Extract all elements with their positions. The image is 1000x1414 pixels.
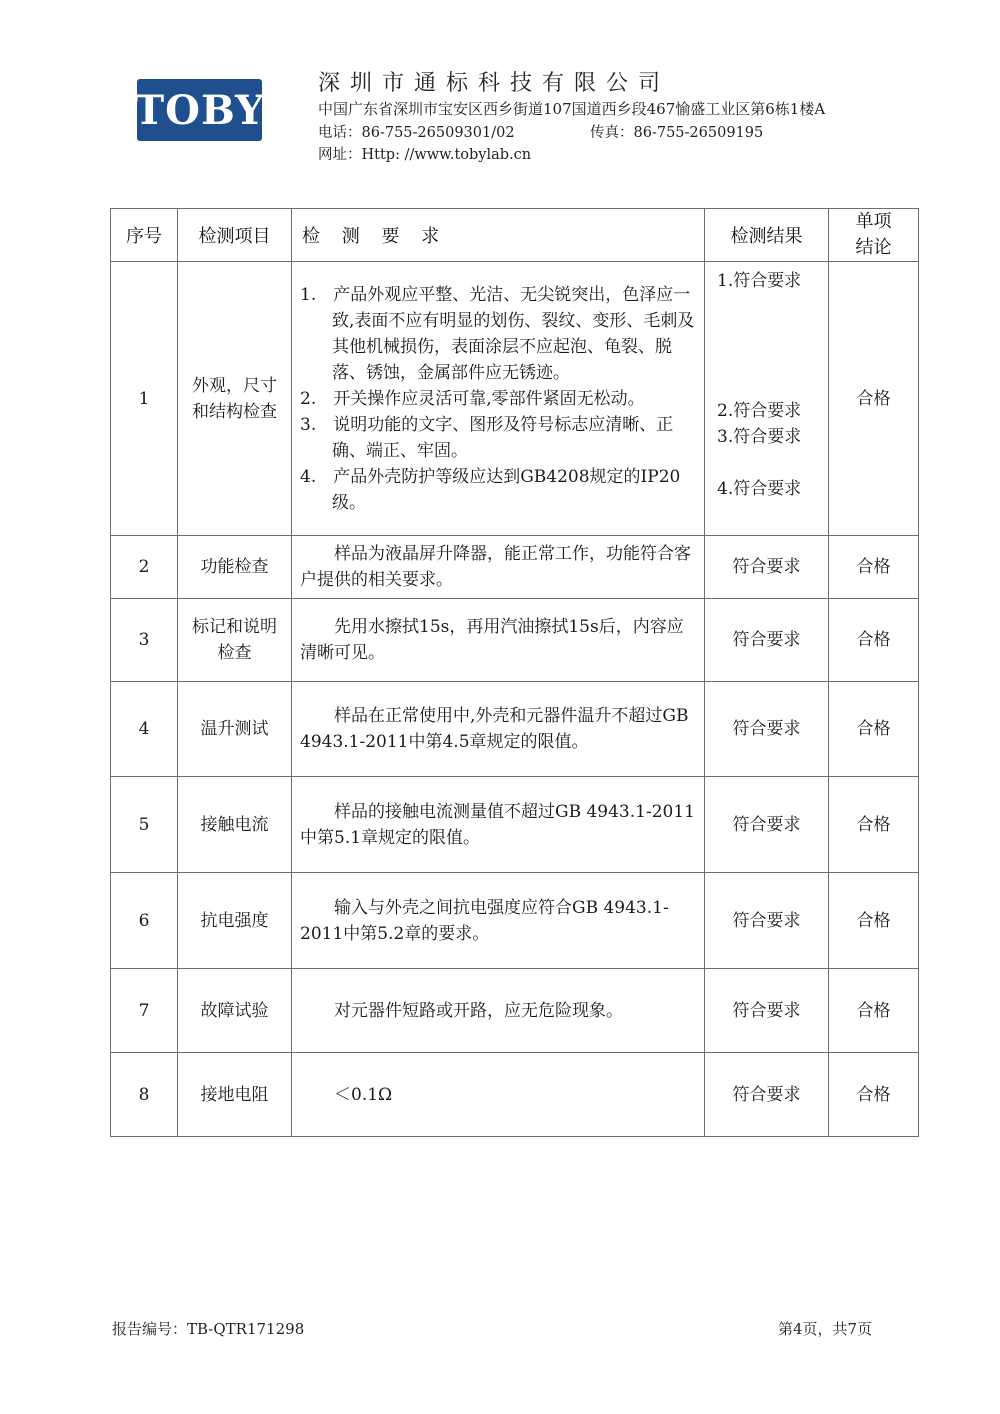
table-row [111,682,919,777]
document-header [0,0,1000,200]
row-no: 7 [111,969,178,1053]
header-requirement: 检 测 要 求 [292,209,705,262]
row-conclusion: 合格 [829,873,919,969]
table-row [111,1053,919,1137]
company-name: 深圳市通标科技有限公司 [318,71,671,96]
row-conclusion: 合格 [829,969,919,1053]
row-result [705,262,829,536]
row-item: 功能检查 [178,536,292,599]
page-number: 第4页，共7页 [778,1320,873,1338]
row-conclusion: 合格 [829,262,919,536]
row-conclusion: 合格 [829,777,919,873]
row-result: 符合要求 [705,777,829,873]
requirement-line: 1. 产品外观应平整、光洁、无尖锐突出，色泽应一致,表面不应有明显的划伤、裂纹、变形、毛刺及其他机械损伤，表面涂层不应起泡、龟裂、脱落、锈蚀，金属部件应无锈迹。 [300,284,695,383]
contact-line [318,121,918,142]
requirement-line: 4. 产品外壳防护等级应达到GB4208规定的IP20级。 [300,466,681,513]
toby-logo [134,79,265,141]
row-result: 符合要求 [705,1053,829,1137]
row-requirement [292,262,705,536]
company-address: 中国广东省深圳市宝安区西乡街道107国道西乡段467愉盛工业区第6栋1楼A [318,100,826,118]
row-item: 抗电强度 [178,873,292,969]
table-header-row [111,209,919,262]
report-number: 报告编号：TB-QTR171298 [112,1320,305,1338]
header-no: 序号 [111,209,178,262]
table-row [111,777,919,873]
row-requirement [292,969,705,1053]
website: 网址：Http: //www.tobylab.cn [318,147,532,163]
result-spacer [717,450,828,476]
table-row [111,969,919,1053]
row-result: 符合要求 [705,969,829,1053]
row-no: 1 [111,262,178,536]
requirement-text: 样品在正常使用中,外壳和元器件温升不超过GB 4943.1-2011中第4.5章规定的限值。 [300,706,689,752]
row-conclusion: 合格 [829,1053,919,1137]
result-line: 1.符合要求 [717,271,802,291]
row-result: 符合要求 [705,873,829,969]
row-item: 接触电流 [178,777,292,873]
requirement-line: 2. 开关操作应灵活可靠,零部件紧固无松动。 [300,388,645,409]
row-requirement [292,536,705,599]
header-item: 检测项目 [178,209,292,262]
row-item: 故障试验 [178,969,292,1053]
result-line: 2.符合要求 [717,401,802,421]
row-no: 6 [111,873,178,969]
requirement-text: 先用水擦拭15s，再用汽油擦拭15s后，内容应清晰可见。 [300,617,684,663]
row-item: 温升测试 [178,682,292,777]
row-result: 符合要求 [705,536,829,599]
row-no: 5 [111,777,178,873]
row-no: 8 [111,1053,178,1137]
row-item: 标记和说明检查 [178,599,292,682]
table-row [111,873,919,969]
row-no: 3 [111,599,178,682]
requirement-text: ＜0.1Ω [334,1084,393,1105]
row-conclusion: 合格 [829,682,919,777]
header-conclusion: 单项结论 [829,209,919,262]
row-requirement [292,682,705,777]
row-no: 4 [111,682,178,777]
requirement-text: 输入与外壳之间抗电强度应符合GB 4943.1-2011中第5.2章的要求。 [300,897,669,944]
table-row [111,262,919,536]
table-row [111,599,919,682]
row-requirement [292,873,705,969]
row-item: 接地电阻 [178,1053,292,1137]
row-requirement [292,599,705,682]
test-results-table [110,208,919,1137]
row-requirement [292,1053,705,1137]
row-conclusion: 合格 [829,536,919,599]
result-spacer [717,294,828,398]
header-result: 检测结果 [705,209,829,262]
phone-number: 电话：86-755-26509301/02 [318,125,515,141]
requirement-text: 样品的接触电流测量值不超过GB 4943.1-2011中第5.1章规定的限值。 [300,801,695,848]
requirement-text: 对元器件短路或开路，应无危险现象。 [334,1000,623,1021]
requirement-line: 3. 说明功能的文字、图形及符号标志应清晰、正确、端正、牢固。 [300,414,674,461]
fax-number: 传真：86-755-26509195 [590,125,764,141]
row-result: 符合要求 [705,599,829,682]
row-requirement [292,777,705,873]
table-row [111,536,919,599]
row-item: 外观，尺寸和结构检查 [178,262,292,536]
result-line: 3.符合要求 [717,427,802,447]
row-conclusion: 合格 [829,599,919,682]
requirement-text: 样品为液晶屏升降器，能正常工作，功能符合客户提供的相关要求。 [300,544,691,590]
logo-text: TOBY [134,86,265,134]
row-no: 2 [111,536,178,599]
row-result: 符合要求 [705,682,829,777]
result-line: 4.符合要求 [717,479,802,499]
